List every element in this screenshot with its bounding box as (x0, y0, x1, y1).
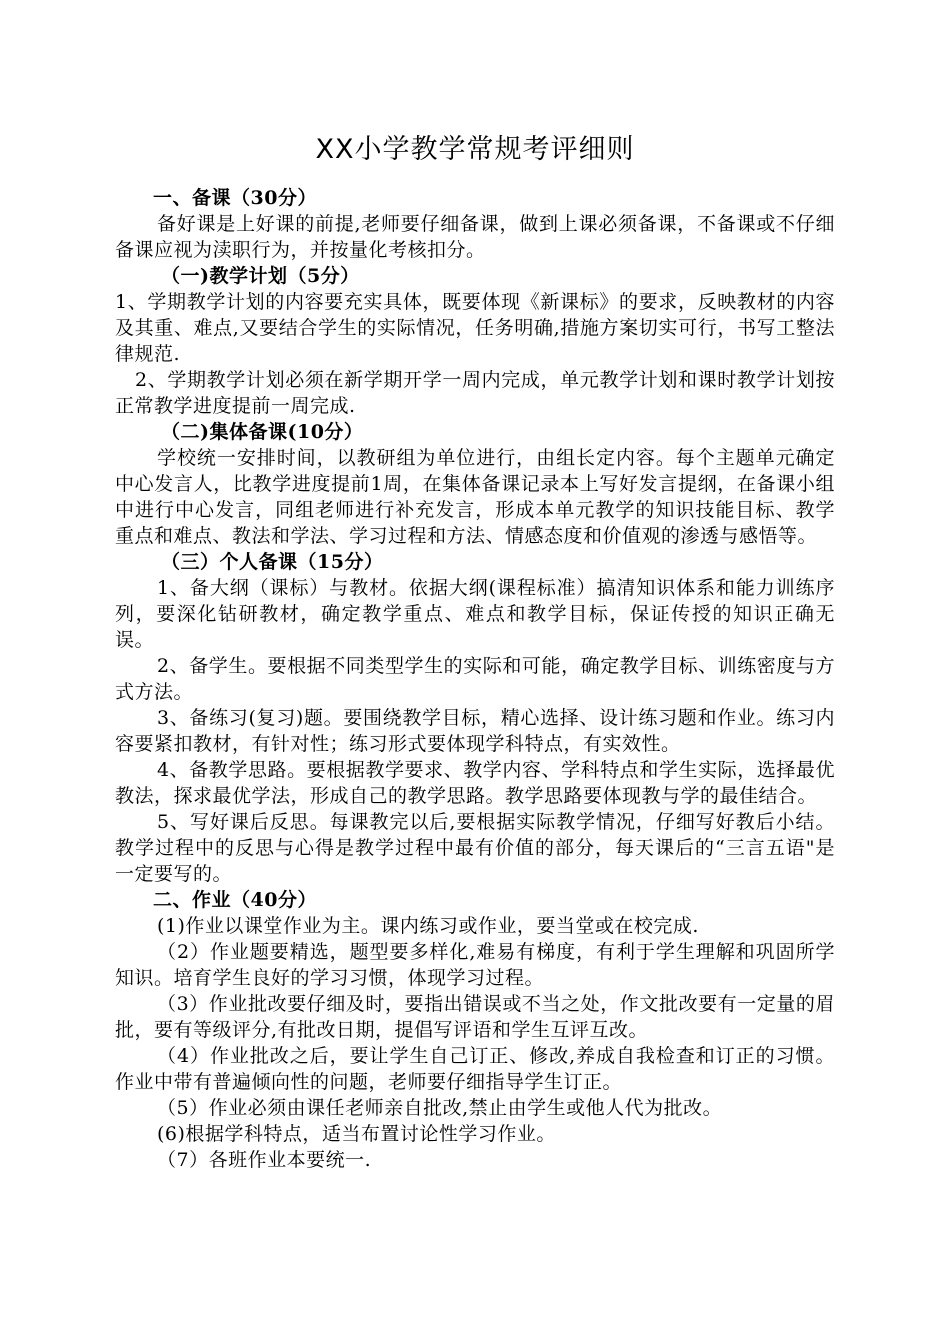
list-item: （5）作业必须由课任老师亲自批改,禁止由学生或他人代为批改。 (157, 1097, 723, 1119)
subsection-heading-teaching-plan: （一)教学计划（5分） (161, 265, 360, 287)
paragraph: 2、备学生。要根据不同类型学生的实际和可能，确定教学目标、训练密度与方式方法。 (115, 655, 835, 703)
section-heading-preparation: 一、备课（30分） (153, 187, 317, 209)
paragraph: 5、写好课后反思。每课教完以后,要根据实际教学情况，仔细写好教后小结。教学过程中的反思与心得是教学过程中最有价值的部分，每天课后的“三言五语"是一定要写的。 (115, 811, 835, 885)
document-body (115, 185, 835, 1173)
list-item: （4）作业批改之后，要让学生自己订正、修改,养成自我检查和订正的习惯。作业中带有普遍倾向性的问题，老师要仔细指导学生订正。 (115, 1045, 835, 1093)
paragraph: 1、学期教学计划的内容要充实具体，既要体现《新课标》的要求，反映教材的内容及其重、难点,又要结合学生的实际情况，任务明确,措施方案切实可行，书写工整法律规范. (115, 291, 835, 365)
subsection-heading-individual-preparation: （三）个人备课（15分） (161, 551, 384, 573)
document-title: XX小学教学常规考评细则 (315, 134, 635, 165)
section-intro-paragraph: 备好课是上好课的前提,老师要仔细备课，做到上课必须备课，不备课或不仔细备课应视为渎职行为，并按量化考核扣分。 (115, 213, 835, 261)
section-heading-homework: 二、作业（40分） (153, 889, 317, 911)
list-item: （3）作业批改要仔细及时，要指出错误或不当之处，作文批改要有一定量的眉批，要有等级评分,有批改日期，提倡写评语和学生互评互改。 (115, 993, 835, 1041)
paragraph: 3、备练习(复习)题。要围绕教学目标，精心选择、设计练习题和作业。练习内容要紧扣教材，有针对性；练习形式要体现学科特点，有实效性。 (115, 707, 835, 755)
paragraph: 1、备大纲（课标）与教材。依据大纲(课程标准）搞清知识体系和能力训练序列，要深化钻研教材，确定教学重点、难点和教学目标，保证传授的知识正确无误。 (115, 577, 835, 651)
paragraph: 4、备教学思路。要根据教学要求、教学内容、学科特点和学生实际，选择最优教法，探求最优学法，形成自己的教学思路。教学思路要体现教与学的最佳结合。 (115, 759, 835, 807)
list-item: (1)作业以课堂作业为主。课内练习或作业，要当堂或在校完成. (157, 915, 699, 937)
subsection-heading-group-preparation: （二)集体备课(10分） (161, 421, 364, 443)
list-item: （2）作业题要精选，题型要多样化,难易有梯度，有利于学生理解和巩固所学知识。培育学生良好的学习习惯，体现学习过程。 (115, 941, 835, 989)
paragraph: 2、学期教学计划必须在新学期开学一周内完成，单元教学计划和课时教学计划按正常教学进度提前一周完成. (115, 369, 835, 417)
list-item: （7）各班作业本要统一. (157, 1149, 372, 1171)
list-item: (6)根据学科特点，适当布置讨论性学习作业。 (157, 1123, 556, 1145)
paragraph: 学校统一安排时间，以教研组为单位进行，由组长定内容。每个主题单元确定中心发言人，比教学进度提前1周，在集体备课记录本上写好发言提纲，在备课小组中进行中心发言，同组老师进行补充发言，形成本单元教学的知识技能目标、教学重点和难点、教法和学法、学习过程和方法、情感态度和价值观的渗透与感悟等。 (115, 447, 835, 547)
